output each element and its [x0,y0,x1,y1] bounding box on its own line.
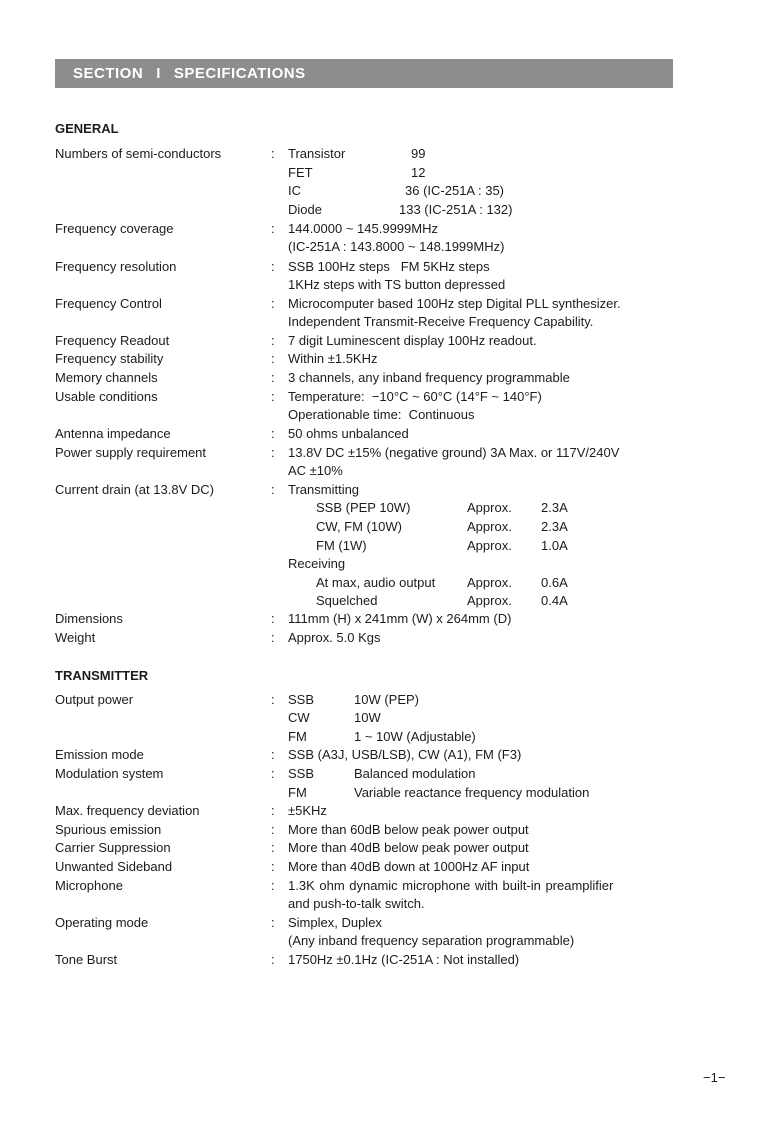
antenna-label: Antenna impedance [55,426,171,441]
colon: : [271,952,275,967]
fet-name: FET [288,165,313,180]
output-fm-value: 1 ~ 10W (Adjustable) [354,729,476,744]
section-number: I [156,65,161,82]
output-cw-value: 10W [354,710,381,725]
colon: : [271,351,275,366]
cwfm-drain-approx: Approx. [467,519,512,534]
maxaudio-drain-approx: Approx. [467,575,512,590]
dimensions-value: 111mm (H) x 241mm (W) x 264mm (D) [288,611,512,626]
diode-name: Diode [288,202,322,217]
stability-value: Within ±1.5KHz [288,351,378,366]
squelched-drain-value: 0.4A [541,593,568,608]
emission-label: Emission mode [55,747,144,762]
output-ssb-value: 10W (PEP) [354,692,420,707]
modulation-ssb-mode: SSB [288,766,315,781]
colon: : [271,426,275,441]
spurious-label: Spurious emission [55,822,162,837]
transmitting-label: Transmitting [288,482,360,497]
modulation-fm-mode: FM [288,785,307,800]
sideband-label: Unwanted Sideband [55,859,173,874]
deviation-value: ±5KHz [288,803,327,818]
colon: : [271,822,275,837]
ssb-drain-mode: SSB (PEP 10W) [316,500,411,515]
squelched-drain-approx: Approx. [467,593,512,608]
control-line1: Microcomputer based 100Hz step Digital PLL synthesizer. [288,296,621,311]
fet-value: 12 [411,165,426,180]
usable-line1: Temperature: −10°C ~ 60°C (14°F ~ 140°F) [288,389,542,404]
memory-value: 3 channels, any inband frequency programmable [288,370,570,385]
fm1-drain-mode: FM (1W) [316,538,367,553]
modulation-fm-value: Variable reactance frequency modulation [354,785,590,800]
maxaudio-drain-value: 0.6A [541,575,568,590]
output-ssb-mode: SSB [288,692,315,707]
colon: : [271,766,275,781]
weight-value: Approx. 5.0 Kgs [288,630,381,645]
colon: : [271,859,275,874]
antenna-value: 50 ohms unbalanced [288,426,409,441]
carrier-label: Carrier Suppression [55,840,171,855]
fm1-drain-approx: Approx. [467,538,512,553]
sideband-value: More than 40dB down at 1000Hz AF input [288,859,530,874]
squelched-drain-mode: Squelched [316,593,378,608]
transistor-value: 99 [411,146,426,161]
colon: : [271,611,275,626]
carrier-value: More than 40dB below peak power output [288,840,529,855]
control-line2: Independent Transmit-Receive Frequency Capability. [288,314,594,329]
power-line1: 13.8V DC ±15% (negative ground) 3A Max. or 117V/240V [288,445,620,460]
emission-value: SSB (A3J, USB/LSB), CW (A1), FM (F3) [288,747,522,762]
colon: : [271,692,275,707]
weight-label: Weight [55,630,96,645]
usable-label: Usable conditions [55,389,158,404]
coverage-line2: (IC-251A : 143.8000 ~ 148.1999MHz) [288,239,505,254]
resolution-label: Frequency resolution [55,259,177,274]
ic-name: IC [288,183,301,198]
colon: : [271,630,275,645]
transistor-name: Transistor [288,146,346,161]
colon: : [271,370,275,385]
cwfm-drain-mode: CW, FM (10W) [316,519,402,534]
colon: : [271,482,275,497]
power-label: Power supply requirement [55,445,207,460]
control-label: Frequency Control [55,296,162,311]
maxaudio-drain-mode: At max, audio output [316,575,436,590]
coverage-line1: 144.0000 ~ 145.9999MHz [288,221,438,236]
ssb-drain-approx: Approx. [467,500,512,515]
receiving-label: Receiving [288,556,346,571]
coverage-label: Frequency coverage [55,221,174,236]
operating-line1: Simplex, Duplex [288,915,382,930]
colon: : [271,803,275,818]
resolution-line1: SSB 100Hz steps FM 5KHz steps [288,259,490,274]
colon: : [271,333,275,348]
colon: : [271,259,275,274]
ic-value: 36 (IC-251A : 35) [405,183,504,198]
resolution-line2: 1KHz steps with TS button depressed [288,277,506,292]
readout-value: 7 digit Luminescent display 100Hz readout. [288,333,537,348]
microphone-line2: and push-to-talk switch. [288,896,425,911]
toneburst-label: Tone Burst [55,952,118,967]
section-title: SPECIFICATIONS [173,65,306,82]
page-number: −1− [703,1070,726,1085]
colon: : [271,389,275,404]
usable-line2: Operationable time: Continuous [288,407,475,422]
memory-label: Memory channels [55,370,158,385]
microphone-label: Microphone [55,878,123,893]
semiconductors-label: Numbers of semi-conductors [55,146,222,161]
colon: : [271,840,275,855]
colon: : [271,915,275,930]
modulation-ssb-value: Balanced modulation [354,766,476,781]
deviation-label: Max. frequency deviation [55,803,200,818]
power-line2: AC ±10% [288,463,343,478]
section-word: SECTION [73,65,144,82]
stability-label: Frequency stability [55,351,164,366]
transmitter-heading: TRANSMITTER [55,668,149,683]
output-fm-mode: FM [288,729,307,744]
microphone-line1: 1.3K ohm dynamic microphone with built-in preamplifier [288,878,614,893]
operating-line2: (Any inband frequency separation programmable) [288,933,575,948]
output-label: Output power [55,692,134,707]
colon: : [271,296,275,311]
readout-label: Frequency Readout [55,333,170,348]
fm1-drain-value: 1.0A [541,538,568,553]
colon: : [271,445,275,460]
colon: : [271,146,275,161]
operating-label: Operating mode [55,915,149,930]
ssb-drain-value: 2.3A [541,500,568,515]
cwfm-drain-value: 2.3A [541,519,568,534]
colon: : [271,221,275,236]
current-label: Current drain (at 13.8V DC) [55,482,214,497]
general-heading: GENERAL [55,121,119,136]
spurious-value: More than 60dB below peak power output [288,822,529,837]
colon: : [271,747,275,762]
diode-value: 133 (IC-251A : 132) [399,202,513,217]
output-cw-mode: CW [288,710,310,725]
modulation-label: Modulation system [55,766,164,781]
colon: : [271,878,275,893]
toneburst-value: 1750Hz ±0.1Hz (IC-251A : Not installed) [288,952,520,967]
dimensions-label: Dimensions [55,611,123,626]
section-banner [55,59,673,88]
